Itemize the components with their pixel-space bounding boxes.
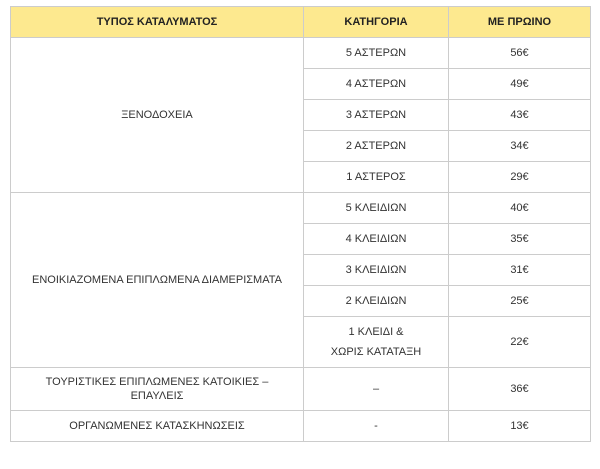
category-cell: 5 ΚΛΕΙΔΙΩΝ [304,193,449,224]
table-row [11,368,591,411]
category-line-1: 1 ΚΛΕΙΔΙ & [348,326,404,338]
category-cell: - [304,411,449,442]
table-row [11,38,591,69]
category-cell: 3 ΑΣΤΕΡΩΝ [304,100,449,131]
price-cell: 43€ [449,100,591,131]
category-cell: 5 ΑΣΤΕΡΩΝ [304,38,449,69]
type-cell-apartments: ΕΝΟΙΚΙΑΖΟΜΕΝΑ ΕΠΙΠΛΩΜΕΝΑ ΔΙΑΜΕΡΙΣΜΑΤΑ [11,193,304,368]
price-cell: 56€ [449,38,591,69]
price-cell: 49€ [449,69,591,100]
price-cell: 31€ [449,255,591,286]
type-cell-tourist-houses [11,368,304,411]
price-cell: 22€ [449,317,591,368]
category-cell: 4 ΑΣΤΕΡΩΝ [304,69,449,100]
price-cell: 40€ [449,193,591,224]
category-cell [304,317,449,368]
table-row [11,411,591,442]
price-cell: 13€ [449,411,591,442]
table-row [11,193,591,224]
price-cell: 25€ [449,286,591,317]
price-cell: 29€ [449,162,591,193]
price-cell: 35€ [449,224,591,255]
category-line-2: ΧΩΡΙΣ ΚΑΤΑΤΑΞΗ [330,346,422,358]
category-cell: 1 ΑΣΤΕΡΟΣ [304,162,449,193]
accommodation-price-table [10,6,591,442]
price-cell: 34€ [449,131,591,162]
header-price: ΜΕ ΠΡΩΙΝΟ [449,7,591,38]
price-cell: 36€ [449,368,591,411]
type-line-1: ΤΟΥΡΙΣΤΙΚΕΣ ΕΠΙΠΛΩΜΕΝΕΣ ΚΑΤΟΙΚΙΕΣ – [45,376,269,388]
table-header-row [11,7,591,38]
category-cell: 3 ΚΛΕΙΔΙΩΝ [304,255,449,286]
type-line-2: ΕΠΑΥΛΕΙΣ [130,390,184,402]
category-cell: 2 ΑΣΤΕΡΩΝ [304,131,449,162]
type-cell-campsites: ΟΡΓΑΝΩΜΕΝΕΣ ΚΑΤΑΣΚΗΝΩΣΕΙΣ [11,411,304,442]
header-type: ΤΥΠΟΣ ΚΑΤΑΛΥΜΑΤΟΣ [11,7,304,38]
category-cell: 2 ΚΛΕΙΔΙΩΝ [304,286,449,317]
category-cell: – [304,368,449,411]
header-category: ΚΑΤΗΓΟΡΙΑ [304,7,449,38]
type-cell-hotels: ΞΕΝΟΔΟΧΕΙΑ [11,38,304,193]
category-cell: 4 ΚΛΕΙΔΙΩΝ [304,224,449,255]
